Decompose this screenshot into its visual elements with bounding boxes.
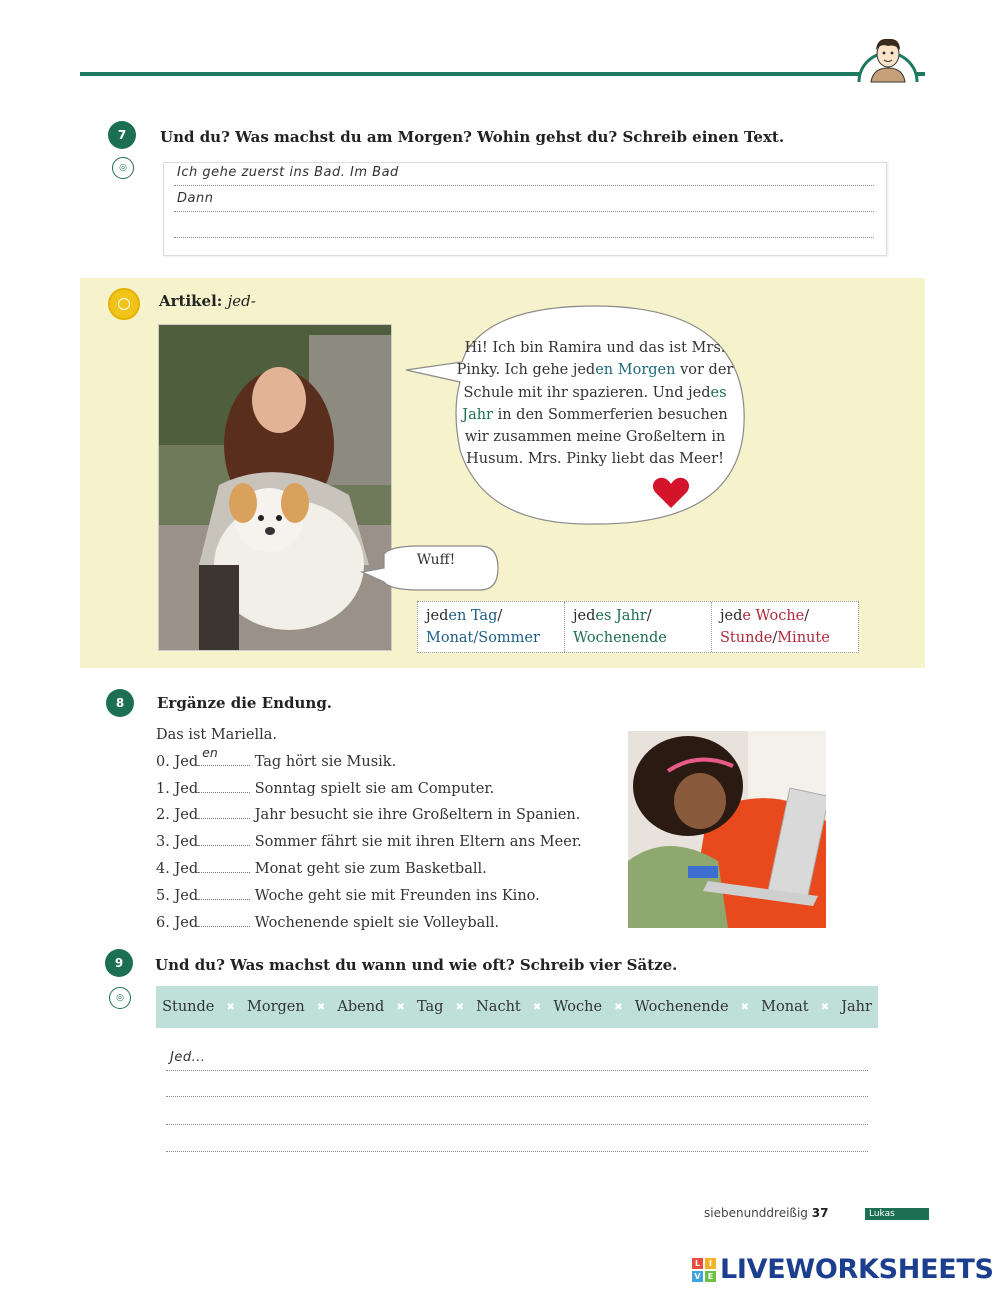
info-icon xyxy=(108,288,140,320)
word-bank-item: Woche xyxy=(553,999,603,1015)
ending-blank[interactable] xyxy=(198,831,250,846)
separator-icon: ✖ xyxy=(820,1001,830,1013)
answer-line[interactable] xyxy=(174,211,874,212)
jed-feminine-cell: jede Woche/ Stunde/Minute xyxy=(720,608,830,646)
list-item: 0. Jed en Tag hört sie Musik. xyxy=(156,745,397,770)
exercise-9-title: Und du? Was machst du wann und wie oft? Schreib vier Sätze. xyxy=(155,956,678,974)
photo-girl-with-dog xyxy=(158,324,392,651)
cd-track-icon: ◎ xyxy=(109,987,131,1009)
word-bank-item: Stunde xyxy=(162,999,215,1015)
wuff-text: Wuff! xyxy=(416,552,456,568)
separator-icon: ✖ xyxy=(316,1001,326,1013)
word-bank-item: Jahr xyxy=(841,999,872,1015)
separator-icon: ✖ xyxy=(614,1001,623,1013)
answer-line[interactable] xyxy=(174,185,874,186)
list-item: 2. Jed Jahr besucht sie ihre Großeltern in Spanien. xyxy=(156,802,582,829)
list-item: 5. Jed Woche geht sie mit Freunden ins Kino. xyxy=(156,883,582,910)
grammar-title: Artikel: jed- xyxy=(159,292,256,310)
ending-blank[interactable] xyxy=(198,778,250,793)
separator-icon: ✖ xyxy=(226,1001,235,1013)
wuff-bubble xyxy=(360,542,502,594)
ending-blank[interactable] xyxy=(198,804,250,819)
separator-icon: ✖ xyxy=(740,1001,750,1013)
word-bank-item: Nacht xyxy=(476,999,521,1015)
word-bank xyxy=(156,986,878,1028)
heart-icon xyxy=(652,476,690,510)
handwritten-line-1: Ich gehe zuerst ins Bad. Im Bad xyxy=(177,165,399,180)
ending-blank[interactable] xyxy=(198,858,250,873)
word-bank-item: Monat xyxy=(761,999,809,1015)
exercise-7-title: Und du? Was machst du am Morgen? Wohin gehst du? Schreib einen Text. xyxy=(160,128,785,146)
answer-line[interactable] xyxy=(166,1096,868,1097)
answer-line[interactable] xyxy=(166,1070,868,1071)
speech-bubble-text: Hi! Ich bin Ramira und das ist Mrs. Pinky. Ich gehe jeden Morgen vor der Schule mit ihr spazieren. Und jedes Jahr in den Sommerferien besuchen wir zusammen meine Großeltern in Husum. Mrs. Pinky liebt das Meer! xyxy=(456,340,734,468)
jed-masculine-cell: jeden Tag/ Monat/Sommer xyxy=(418,602,565,652)
jed-neuter-cell: jedes Jahr/ Wochenende xyxy=(565,602,712,652)
ending-blank[interactable] xyxy=(198,885,250,900)
chapter-tag: Lukas xyxy=(865,1208,929,1220)
exercise-7-number: 7 xyxy=(108,121,136,149)
exercise-8-number: 8 xyxy=(106,689,134,717)
word-bank-item: Morgen xyxy=(247,999,305,1015)
answer-line[interactable] xyxy=(166,1124,868,1125)
logo-grid-icon: L I V E xyxy=(692,1258,716,1282)
list-item: 3. Jed Sommer fährt sie mit ihren Eltern ans Meer. xyxy=(156,829,582,856)
word-bank-item: Tag xyxy=(416,999,444,1015)
cd-track-icon: ◎ xyxy=(112,157,134,179)
exercise-9-writing-area xyxy=(166,1040,868,1160)
separator-icon: ✖ xyxy=(532,1001,542,1013)
header-rule xyxy=(80,72,925,76)
photo-girl-with-laptop xyxy=(628,731,826,928)
exercise-8-list xyxy=(156,722,582,936)
liveworksheets-logo xyxy=(692,1254,994,1285)
list-item: 1. Jed Sonntag spielt sie am Computer. xyxy=(156,776,582,803)
separator-icon: ✖ xyxy=(455,1001,464,1013)
exercise-7-writing-area xyxy=(163,162,887,256)
word-bank-item: Wochenende xyxy=(634,999,729,1015)
separator-icon: ✖ xyxy=(396,1001,405,1013)
page-number: siebenunddreißig 37 xyxy=(704,1206,829,1220)
logo-text: LIVEWORKSHEETS xyxy=(720,1254,994,1285)
handwritten-line-2: Dann xyxy=(177,191,214,206)
exercise-8-intro: Das ist Mariella. xyxy=(156,727,278,743)
exercise-9-number: 9 xyxy=(105,949,133,977)
boy-avatar-icon xyxy=(857,28,919,84)
list-item: 4. Jed Monat geht sie zum Basketball. xyxy=(156,856,582,883)
exercise-8-title: Ergänze die Endung. xyxy=(157,694,333,712)
list-item: 6. Jed Wochenende spielt sie Volleyball. xyxy=(156,910,582,937)
ending-blank[interactable]: en xyxy=(198,751,250,766)
word-bank-item: Abend xyxy=(337,999,385,1015)
answer-line[interactable] xyxy=(174,237,874,238)
jed-article-table xyxy=(417,601,859,653)
answer-line[interactable] xyxy=(166,1151,868,1152)
ending-blank[interactable] xyxy=(198,912,250,927)
handwritten-line-1: Jed... xyxy=(170,1050,206,1065)
